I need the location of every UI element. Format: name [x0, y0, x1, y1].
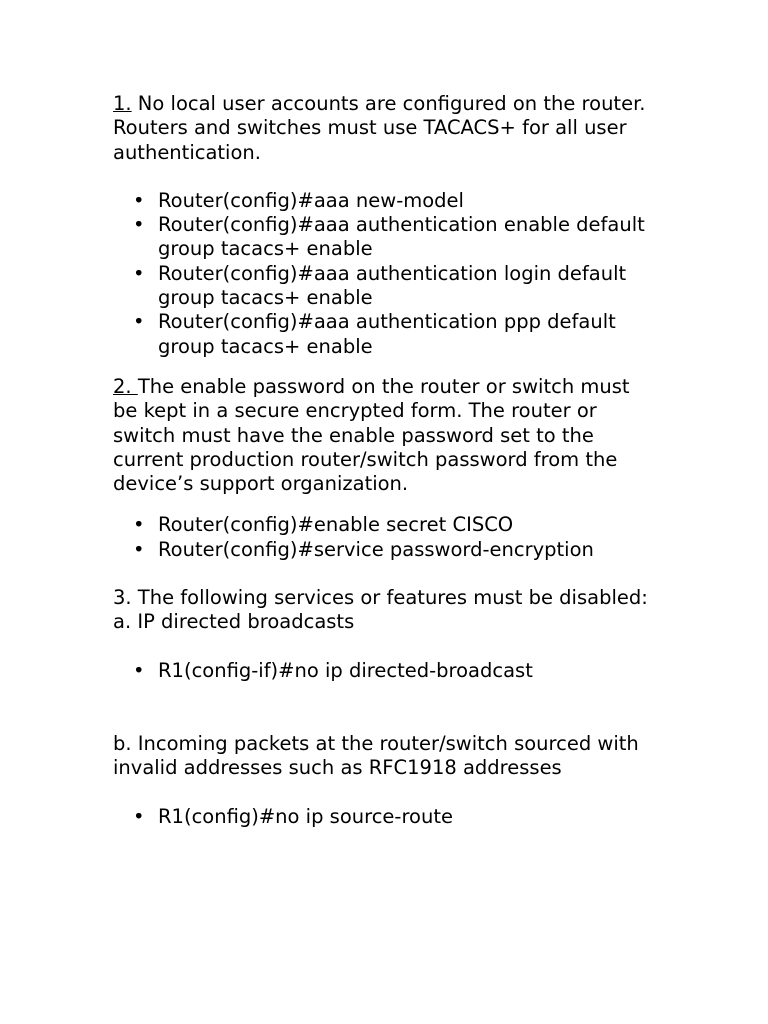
bullet-icon: •: [133, 537, 145, 561]
bullet-icon: •: [133, 658, 145, 682]
bullet-icon: •: [133, 261, 145, 285]
bullet-icon: •: [133, 513, 145, 537]
command-item: [113, 189, 658, 213]
command-item: [113, 213, 658, 262]
section-1-number: 1.: [113, 92, 132, 115]
section-3-heading: 3. The following services or features must be disabled:: [113, 586, 648, 610]
command-item: [113, 310, 658, 359]
section-1-paragraph: [113, 92, 658, 165]
bullet-icon: •: [133, 310, 145, 334]
section-3a-command-list: [113, 659, 658, 683]
command-text: Router(config)#aaa new-model: [158, 188, 464, 212]
command-text: Router(config)#aaa authentication login default group tacacs+ enable: [158, 261, 627, 310]
bullet-icon: •: [133, 188, 145, 212]
section-2-paragraph: [113, 375, 658, 496]
section-2-command-list: [113, 513, 658, 562]
section-2-text: The enable password on the router or switch must be kept in a secure encrypted form. The router or switch must have the enable password set to the current production router/switch password from the device’s support organization.: [113, 374, 630, 496]
section-1-command-list: [113, 189, 658, 359]
command-item: [113, 513, 658, 537]
section-1-text: No local user accounts are configured on the router. Routers and switches must use TACACS+ for all user authentication.: [113, 92, 646, 164]
command-item: [113, 538, 658, 562]
section-3b-command-list: [113, 805, 658, 829]
document-page: [113, 92, 658, 829]
command-text: Router(config)#service password-encryption: [158, 537, 594, 561]
command-text: R1(config)#no ip source-route: [158, 804, 453, 828]
command-text: R1(config-if)#no ip directed-broadcast: [158, 658, 533, 682]
command-item: [113, 659, 658, 683]
section-3-item-a: a. IP directed broadcasts: [113, 610, 355, 634]
command-text: Router(config)#aaa authentication ppp default group tacacs+ enable: [158, 310, 616, 358]
command-text: Router(config)#aaa authentication enable default group tacacs+ enable: [158, 213, 645, 261]
command-item: [113, 805, 658, 829]
command-item: [113, 262, 658, 311]
section-3-item-b: b. Incoming packets at the router/switch sourced with invalid addresses such as RFC1918 addresses: [113, 731, 639, 780]
command-text: Router(config)#enable secret CISCO: [158, 513, 514, 537]
bullet-icon: •: [133, 213, 145, 237]
bullet-icon: •: [133, 804, 145, 828]
section-2-number: 2.: [113, 374, 138, 398]
